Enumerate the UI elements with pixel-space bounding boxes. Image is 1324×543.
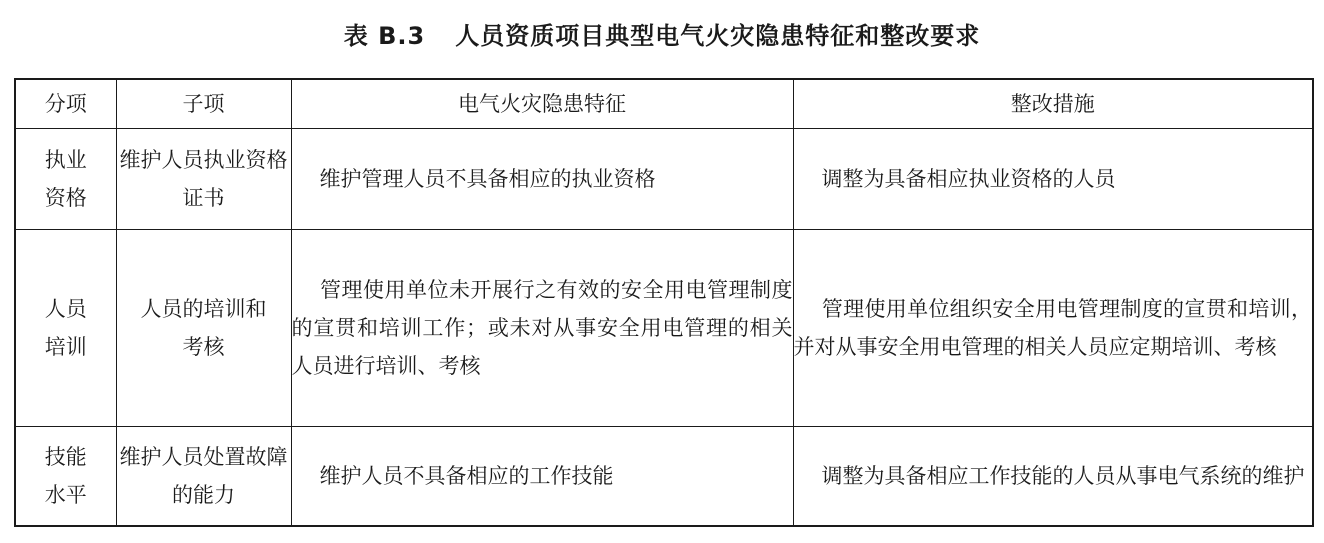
hazard-cell <box>291 230 793 427</box>
hazard-cell <box>291 427 793 527</box>
subitem-cell: 维护人员处置故障的能力 <box>116 427 291 527</box>
measure-cell <box>793 230 1313 427</box>
table-row <box>15 230 1313 427</box>
measure-text: 管理使用单位组织安全用电管理制度的宣贯和培训，并对从事安全用电管理的相关人员应定期培训、考核 <box>793 297 1312 359</box>
hazard-text: 维护人员不具备相应的工作技能 <box>319 464 614 488</box>
category-cell: 人员培训 <box>15 230 116 427</box>
header-category: 分项 <box>15 79 116 129</box>
measure-cell <box>793 427 1313 527</box>
header-subitem: 子项 <box>116 79 291 129</box>
table-row <box>15 129 1313 230</box>
subitem-cell: 维护人员执业资格证书 <box>116 129 291 230</box>
header-measure: 整改措施 <box>793 79 1313 129</box>
measure-text: 调整为具备相应工作技能的人员从事电气系统的维护 <box>821 464 1305 488</box>
table-title: 人员资质项目典型电气火灾隐患特征和整改要求 <box>455 21 981 50</box>
requirements-table <box>14 78 1314 527</box>
table-number: 表 B.3 <box>343 21 426 50</box>
category-cell: 执业资格 <box>15 129 116 230</box>
category-cell: 技能水平 <box>15 427 116 527</box>
measure-cell <box>793 129 1313 230</box>
header-hazard: 电气火灾隐患特征 <box>291 79 793 129</box>
hazard-text: 管理使用单位未开展行之有效的安全用电管理制度的宣贯和培训工作；或未对从事安全用电管理的相关人员进行培训、考核 <box>291 278 793 378</box>
subitem-cell: 人员的培训和考核 <box>116 230 291 427</box>
measure-text: 调整为具备相应执业资格的人员 <box>821 167 1116 191</box>
header-row <box>15 79 1313 129</box>
table-caption <box>0 0 1324 66</box>
hazard-text: 维护管理人员不具备相应的执业资格 <box>319 167 656 191</box>
hazard-cell <box>291 129 793 230</box>
table-row <box>15 427 1313 527</box>
